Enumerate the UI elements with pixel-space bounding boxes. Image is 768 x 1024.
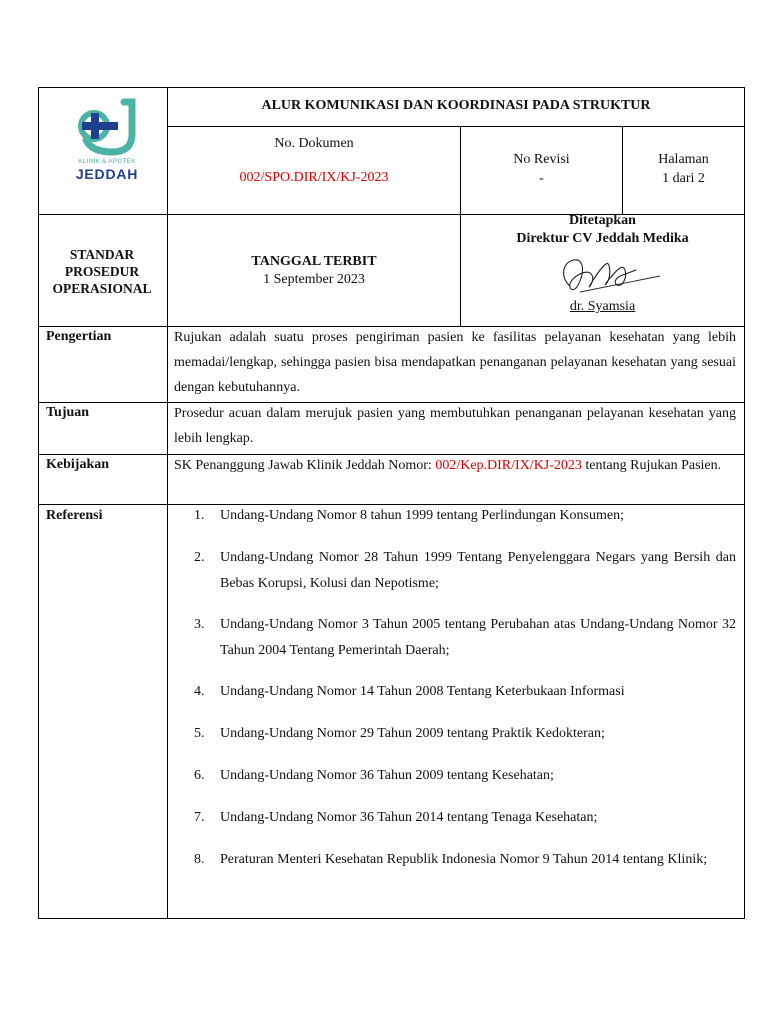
- list-item: 7. Undang-Undang Nomor 36 Tahun 2014 tentang Tenaga Kesehatan;: [194, 810, 598, 825]
- document-title: ALUR KOMUNIKASI DAN KOORDINASI PADA STRUKTUR: [261, 98, 651, 113]
- doc-number-label: No. Dokumen: [274, 136, 354, 151]
- signature-icon: [540, 248, 680, 302]
- medical-cross-logo-icon: [72, 96, 152, 160]
- kebijakan-text: [174, 453, 736, 478]
- list-item: 4. Undang-Undang Nomor 14 Tahun 2008 Tentang Keterbukaan Informasi: [194, 684, 625, 699]
- clinic-logo: [72, 96, 152, 196]
- pengertian-text: Rujukan adalah suatu proses pengiriman pasien ke fasilitas pelayanan kesehatan yang lebih memadai/lengkap, sehingga pasien bisa mendapatkan penanganan pelayanan kesehatan yang sesuai dengan kebutuhannya.: [174, 330, 736, 395]
- kebijakan-ref-number: 002/Kep.DIR/IX/KJ-2023: [435, 458, 582, 473]
- tujuan-text: Prosedur acuan dalam merujuk pasien yang membutuhkan penanganan pelayanan kesehatan yang lebih lengkap.: [174, 406, 736, 446]
- sop-label: STANDAR PROSEDUR OPERASIONAL: [52, 247, 152, 296]
- referensi-label: Referensi: [46, 508, 103, 523]
- issue-date-label: TANGGAL TERBIT: [251, 254, 377, 269]
- logo-name: JEDDAH: [75, 166, 139, 182]
- pengertian-label: Pengertian: [46, 329, 112, 344]
- kebijakan-label: Kebijakan: [46, 457, 110, 472]
- list-item: 3. Undang-Undang Nomor 3 Tahun 2005 tentang Perubahan atas Undang-Undang Nomor 32 Tahun 2004 Tentang Pemerintah Daerah;: [194, 617, 736, 658]
- signatory-name: dr. Syamsia: [569, 299, 636, 314]
- revision-label: No Revisi: [513, 152, 570, 167]
- list-item: 2. Undang-Undang Nomor 28 Tahun 1999 Tentang Penyelenggara Negars yang Bersih dan Bebas Korupsi, Kolusi dan Nepotisme;: [194, 550, 736, 591]
- list-item: 8. Peraturan Menteri Kesehatan Republik Indonesia Nomor 9 Tahun 2014 tentang Klinik;: [194, 852, 708, 867]
- kebijakan-text-before: SK Penanggung Jawab Klinik Jeddah Nomor:: [174, 458, 436, 473]
- logo-tagline: KLINIK & APOTEK: [78, 158, 136, 165]
- approved-label: Ditetapkan: [569, 213, 636, 228]
- list-item: 1. Undang-Undang Nomor 8 tahun 1999 tentang Perlindungan Konsumen;: [194, 508, 624, 523]
- issue-date-value: 1 September 2023: [263, 272, 365, 287]
- page-value: 1 dari 2: [662, 171, 705, 186]
- tujuan-label: Tujuan: [46, 405, 90, 420]
- page-label: Halaman: [658, 152, 709, 167]
- list-item: 5. Undang-Undang Nomor 29 Tahun 2009 tentang Praktik Kedokteran;: [194, 726, 605, 741]
- list-item: 6. Undang-Undang Nomor 36 Tahun 2009 tentang Kesehatan;: [194, 768, 554, 783]
- doc-number-value: 002/SPO.DIR/IX/KJ-2023: [239, 170, 389, 185]
- approver-title: Direktur CV Jeddah Medika: [516, 231, 689, 246]
- revision-value: -: [539, 171, 544, 186]
- kebijakan-text-after: tentang Rujukan Pasien.: [581, 458, 722, 473]
